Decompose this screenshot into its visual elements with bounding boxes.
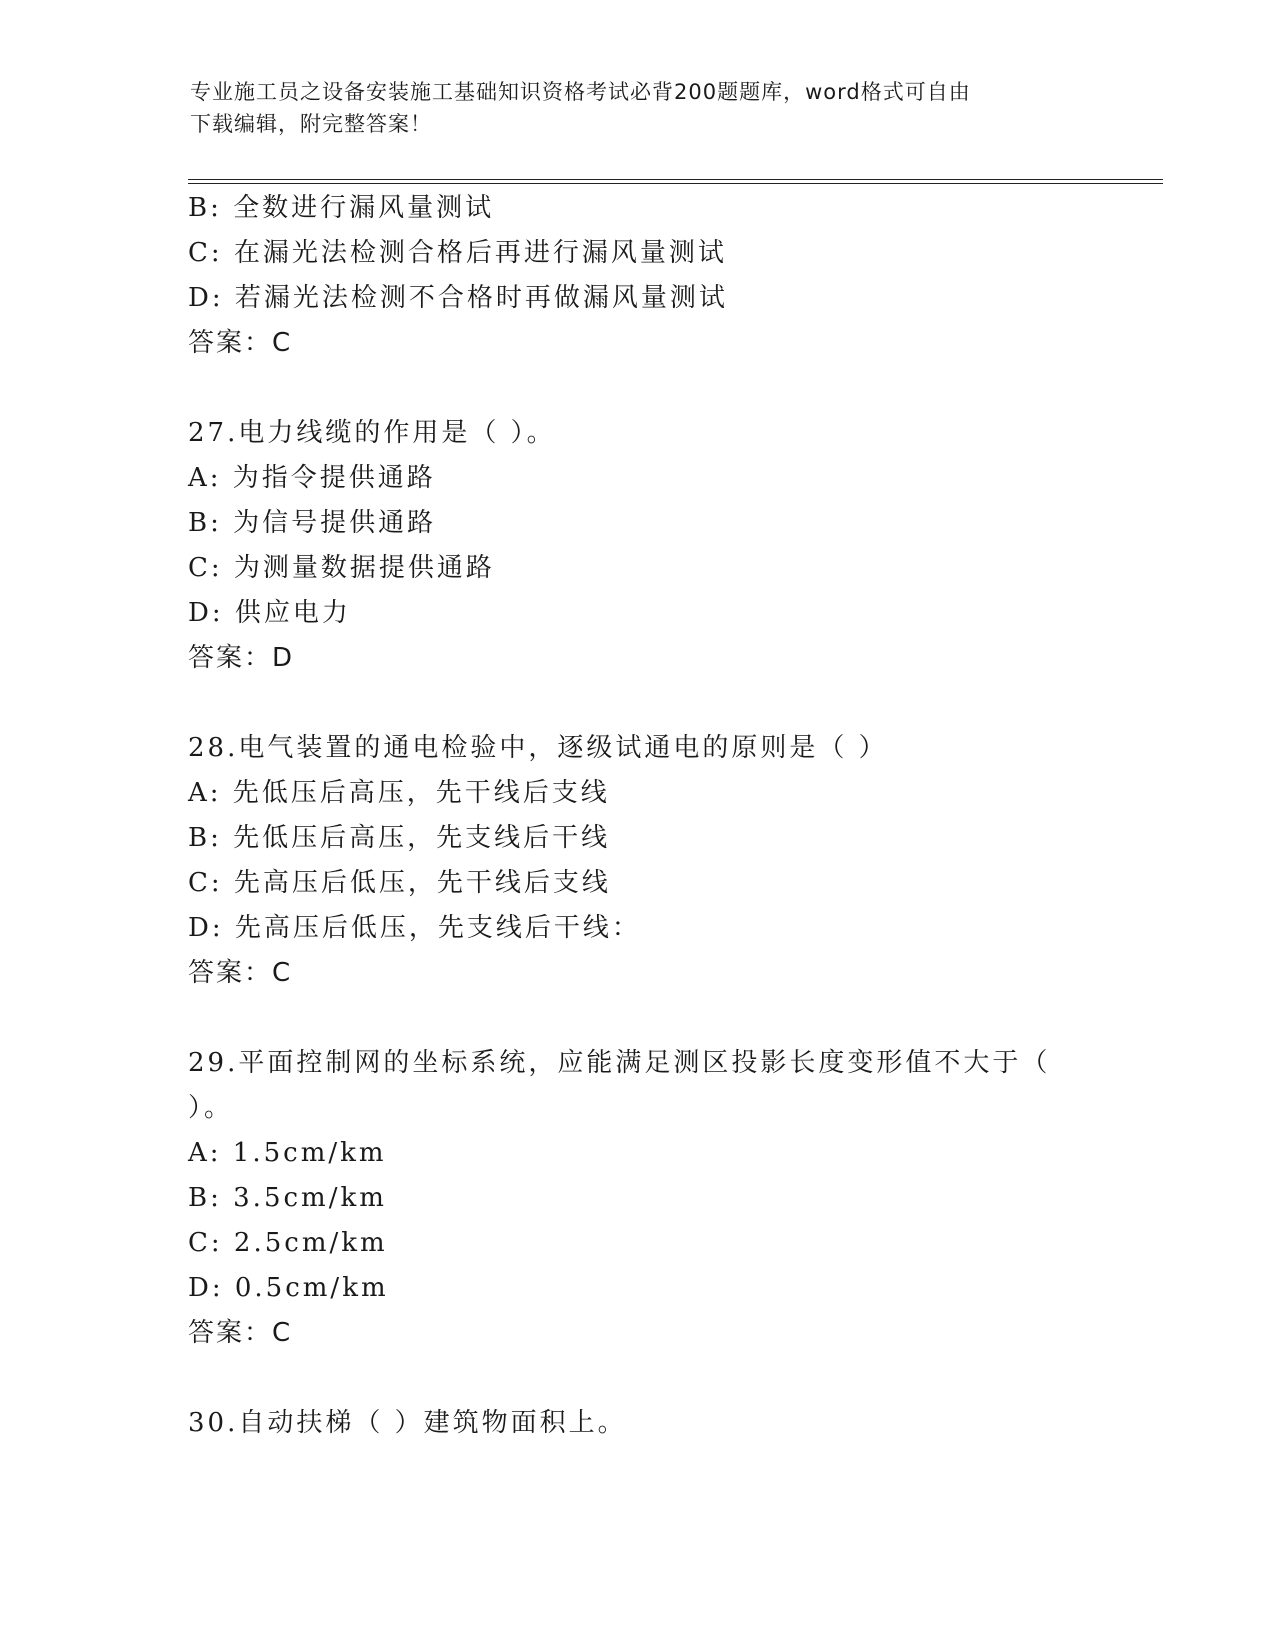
q26-option-c: C: 在漏光法检测合格后再进行漏风量测试 [188, 238, 727, 268]
q29-option-a: A: 1.5cm/km [188, 1138, 387, 1168]
q30-stem: 30.自动扶梯（ ）建筑物面积上。 [188, 1408, 627, 1438]
q28-option-c: C: 先高压后低压，先干线后支线 [188, 868, 611, 898]
q29-answer: 答案：C [188, 1318, 293, 1348]
document-header [190, 76, 1070, 140]
q28-answer: 答案：C [188, 958, 293, 988]
q28-option-b: B: 先低压后高压，先支线后干线 [188, 823, 611, 853]
q29-option-c: C: 2.5cm/km [188, 1228, 388, 1258]
header-line-2: 下载编辑，附完整答案！ [190, 112, 432, 136]
q29-option-b: B: 3.5cm/km [188, 1183, 387, 1213]
q28-stem: 28.电气装置的通电检验中，逐级试通电的原则是（ ） [188, 733, 888, 763]
header-divider-top [188, 179, 1163, 180]
header-divider-bottom [188, 183, 1163, 184]
q27-option-a: A: 为指令提供通路 [188, 463, 436, 493]
q29-stem-line-1: 29.平面控制网的坐标系统，应能满足测区投影长度变形值不大于（ [188, 1048, 1051, 1078]
q27-option-c: C: 为测量数据提供通路 [188, 553, 495, 583]
q29-option-d: D: 0.5cm/km [188, 1273, 389, 1303]
q27-option-b: B: 为信号提供通路 [188, 508, 437, 538]
q29-stem-line-2: ）。 [188, 1093, 234, 1123]
q26-option-d: D: 若漏光法检测不合格时再做漏风量测试 [188, 283, 728, 313]
q26-option-b: B: 全数进行漏风量测试 [188, 193, 495, 223]
q27-stem: 27.电力线缆的作用是（ ）。 [188, 418, 556, 448]
q28-option-a: A: 先低压后高压，先干线后支线 [188, 778, 610, 808]
q26-answer: 答案：C [188, 328, 293, 358]
header-line-1: 专业施工员之设备安装施工基础知识资格考试必背200题题库，word格式可自由 [190, 80, 971, 104]
q28-option-d: D: 先高压后低压，先支线后干线： [188, 913, 641, 943]
q27-option-d: D: 供应电力 [188, 598, 351, 628]
q27-answer: 答案：D [188, 643, 295, 673]
